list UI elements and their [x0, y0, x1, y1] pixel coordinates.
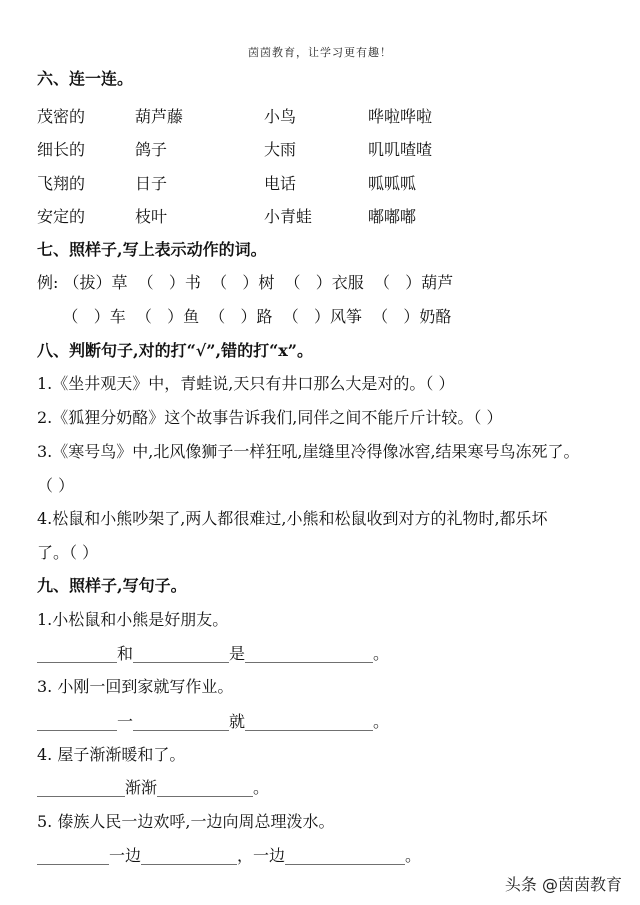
judgement-q1: 1.《坐井观天》中，青蛙说,天只有井口那么大是对的。（ ）	[37, 374, 455, 393]
answer-line-3: __________一____________就________________。	[37, 712, 390, 731]
watermark: 头条 @茵茵教育	[504, 875, 622, 894]
match-col1-item: 飞翔的	[37, 174, 86, 193]
match-col4-item: 嘟嘟嘟	[368, 207, 417, 226]
match-col3-item: 小鸟	[264, 107, 297, 126]
match-col4-item: 呱呱呱	[368, 174, 417, 193]
answer-line-5: _________一边____________，一边_______________。	[37, 846, 422, 865]
verb-fill-row-1: 例: （拔）草 （ ）书 （ ）树 （ ）衣服 （ ）葫芦	[37, 273, 454, 292]
match-col1-item: 细长的	[37, 140, 86, 159]
judgement-q3: 3.《寒号鸟》中,北风像狮子一样狂吼,崖缝里冷得像冰窖,结果寒号鸟冻死了。	[37, 442, 580, 461]
section-9-title: 九、照样子,写句子。	[37, 576, 187, 595]
answer-line-1: __________和____________是________________。	[37, 644, 390, 663]
section-8-title: 八、判断句子,对的打“√”,错的打“x”。	[37, 341, 314, 360]
match-col2-item: 枝叶	[135, 207, 168, 226]
match-col2-item: 鸽子	[135, 140, 168, 159]
match-col3-item: 大雨	[264, 140, 297, 159]
answer-line-4: ___________渐渐____________。	[37, 778, 270, 797]
section-7-title: 七、照样子,写上表示动作的词。	[37, 240, 267, 259]
match-col4-item: 哗啦哗啦	[368, 107, 433, 126]
example-sentence-5: 5. 傣族人民一边欢呼,一边向周总理泼水。	[37, 812, 335, 831]
match-col1-item: 安定的	[37, 207, 86, 226]
example-sentence-4: 4. 屋子渐渐暖和了。	[37, 745, 186, 764]
match-col4-item: 叽叽喳喳	[368, 140, 433, 159]
match-col3-item: 电话	[264, 174, 297, 193]
match-col1-item: 茂密的	[37, 107, 86, 126]
match-col3-item: 小青蛙	[264, 207, 313, 226]
verb-fill-row-2: （ ）车 （ ）鱼 （ ）路 （ ）风筝 （ ）奶酪	[37, 307, 452, 326]
section-6-title: 六、连一连。	[37, 69, 134, 88]
judgement-q3-answer: （ ）	[37, 476, 75, 495]
example-sentence-1: 1.小松鼠和小熊是好朋友。	[37, 610, 229, 629]
match-col2-item: 葫芦藤	[135, 107, 184, 126]
page-header: 茵茵教育，让学习更有趣！	[248, 46, 392, 59]
judgement-q2: 2.《狐狸分奶酪》这个故事告诉我们,同伴之间不能斤斤计较。（ ）	[37, 408, 503, 427]
judgement-q4: 4.松鼠和小熊吵架了,两人都很难过,小熊和松鼠收到对方的礼物时,都乐坏	[37, 509, 548, 528]
match-col2-item: 日子	[135, 174, 168, 193]
example-sentence-3: 3. 小刚一回到家就写作业。	[37, 677, 234, 696]
judgement-q4-cont: 了。（ ）	[37, 543, 99, 562]
